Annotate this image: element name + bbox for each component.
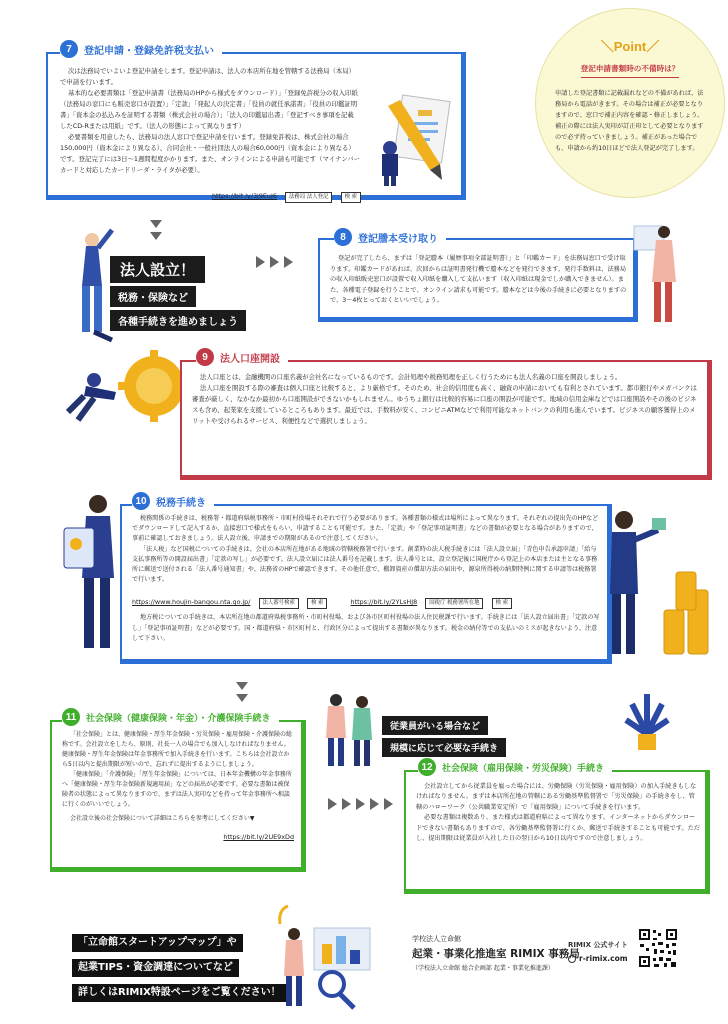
section-10-links — [132, 589, 602, 609]
section-7-url[interactable]: https://bit.ly/3j9EuJ6 — [212, 192, 277, 200]
org-note: （学校法人立命館 総合企画部 起業・事業化推進課） — [412, 965, 554, 972]
section-7-body — [60, 66, 360, 176]
arrow-right-icon — [284, 256, 293, 268]
section-7-heading — [60, 40, 222, 58]
section-9-heading — [196, 348, 288, 366]
section-10-url-2[interactable]: https://bit.ly/2YLsHJ8 — [350, 598, 418, 607]
section-9-body — [192, 372, 700, 427]
arrow-down-icon — [150, 232, 162, 240]
banner-headline: 法人設立！ — [110, 256, 205, 283]
footer-banner — [72, 930, 287, 1005]
arrow-right-icon — [370, 798, 379, 810]
potted-plant-illustration — [622, 684, 672, 754]
section-11-paragraph: 「健康保険」「介護保険」「厚生年金保険」については、日本年金機構の年金事務所へ「健康保険・厚生年金保険新規適用届」などの届出が必要です。必要な書類は被保険者の状態によって異なりますので、まずは法人実印などを持って年金事務所へ相談に行くのがいいでしょう。 — [62, 771, 292, 808]
section-11-paragraph: 会社設立後の社会保険について詳細はこちらを参考にしてください▼ — [70, 815, 255, 822]
setup-banner — [110, 256, 246, 331]
point-title: 登記申請書類時の不備時は？ — [581, 63, 680, 78]
section-9-paragraph: 法人口座とは、金融機関の口座名義が会社名になっているものです。会計処理や税務処理を正しく行うためにも法人名義の口座を開設しましょう。 — [200, 373, 622, 381]
search-button-tag: 検 索 — [341, 192, 362, 203]
section-10-body — [132, 514, 602, 644]
section-7-links — [212, 183, 361, 203]
arrow-right-icon — [256, 256, 265, 268]
section-9-title: 法人口座開設 — [220, 353, 280, 365]
section-11-url-row — [62, 824, 294, 843]
point-slash-right: ／ — [646, 39, 660, 54]
section-8-heading — [334, 228, 446, 246]
section-10-url-1[interactable]: https://www.houjin-bangou.nta.go.jp/ — [132, 598, 251, 607]
section-10-paragraph: 地方税についての手続きは、本店所在地の都道府県税事務所・市町村役場、および各市区町村役場の法人住民税課で行います。手続きには「法人設立届出書」「定款の写し」「登記事項証明書」などが必要です。国・都道府県・市区町村と、行政区分によって提出する書類が異なります。税金の納付等での支払いのミスが起きないよう、注意して下さい。 — [132, 614, 600, 642]
section-8-title: 登記謄本受け取り — [358, 233, 438, 245]
search-keyword-tag: 国税庁 税務署所在地 — [425, 598, 483, 609]
site-url[interactable]: r-rimix.com — [579, 954, 628, 963]
banner-line-3: 各種手続きを進めましょう — [110, 310, 246, 331]
section-10-paragraph: 税務関係の手続きは、税務署・都道府県税事務所・市町村役場それぞれで行う必要があります。各種書類の様式は場所によって異なります。それぞれの提出先のHPなどでダウンロードして記入するか、直接窓口で様式をもらい、申請することも可能です。また、「定款」や「登記事項証明書」などの書類が必要となる場合がありますので、事前に確認しておきましょう。法人設立後、申請までの期限があるので注意してください。 — [132, 515, 599, 543]
org-subtitle: 学校法人立命館 — [412, 935, 461, 943]
section-7-paragraph: 必要書類を用意したら、法務局の法人窓口で登記申請を行います。登録免許税は、株式会社の場合150,000円（資本金により異なる）、合同会社・一般社団法人の場合60,000円（資本金により異なる）です。登記完了には3日〜1週間程度かかります。また、オンラインによる申請も可能です（マイナンバーカードと対応したカードリーダ・ライタが必要）。 — [60, 133, 360, 174]
tablet-person-illustration — [62, 488, 132, 658]
footer-line: 詳しくはRIMIX特設ページをご覧ください！ — [72, 984, 287, 1002]
section-8-body: 登記が完了したら、まずは「登記謄本（履歴事項全部証明書）」と「印鑑カード」を法務局窓口で受け取ります。印鑑カードがあれば、次回からは証明書発行機で謄本などを発行できます。発行手数料は、法務局の収入印紙販売窓口が設置で収入印紙を購入して支払います（収入印紙は現金でしか購入できません）。また、各種電子登録を行うことで、オンライン請求も可能です。謄本などは今後の手続きに必要となりますので、3〜4枚とっておくといいでしょう。 — [330, 255, 627, 305]
section-8-number: 8 — [334, 228, 352, 246]
pencil-document-illustration — [368, 88, 462, 188]
arrow-down-icon — [236, 694, 248, 702]
search-keyword-tag: 法人番号検索 — [259, 598, 299, 609]
site-info — [568, 940, 628, 963]
section-12-paragraph: 必要な書類は複数あり、また様式は都道府県によって異なります。インターネットからダウンロードできない書類もありますので、各労働基準監督署に行くか、郵送で手続きすることも可能です。ただし、提出期限は従業員が入社した日の翌日から10日以内ですので注意しましょう。 — [416, 814, 701, 843]
section-10-paragraph: 「法人税」など国税についての手続きは、会社の本店所在地がある地域の管轄税務署で行います。創業時の法人税手続きには「法人設立届」「青色申告承認申請」「給与支払事務所等の開設届出書」「定款の写し」が必要です。法人設立届には法人番号を記載します。法人番号とは、設立登記後に国税庁から登記上の本店または主となる事務所に郵送で送付される「法人番号通知書」や、法務省のHPで確認できます。その他任意で、棚卸資産の償却方法の届出や、源泉所得税の納期特例に関する申請等は税務署で行います。 — [132, 545, 598, 584]
employee-note — [382, 714, 506, 757]
section-12-heading — [418, 758, 612, 776]
org-name: 起業・事業化推進室 RIMIX 事務局 — [412, 948, 580, 960]
arrow-right-icon — [384, 798, 393, 810]
point-content — [555, 36, 705, 154]
point-label-text: Point — [613, 39, 647, 54]
footer-line: 起業TIPS・資金調達についてなど — [72, 959, 239, 977]
section-10-title: 税務手続き — [156, 497, 206, 509]
search-analytics-illustration — [274, 904, 384, 1014]
section-12-number: 12 — [418, 758, 436, 776]
coin-gear-illustration — [64, 340, 194, 430]
section-11-heading — [62, 708, 279, 726]
businessman-coins-illustration — [600, 500, 720, 660]
handshake-people-illustration — [318, 690, 378, 770]
section-10-number: 10 — [132, 492, 150, 510]
search-button-tag: 検 索 — [307, 598, 328, 609]
site-label: RIMIX 公式サイト — [568, 941, 628, 949]
section-7-number: 7 — [60, 40, 78, 58]
section-9-number: 9 — [196, 348, 214, 366]
section-12-title: 社会保険（雇用保険・労災保険）手続き — [442, 763, 605, 774]
search-keyword-tag: 法務局 法人登記 — [285, 192, 332, 203]
arrow-right-icon — [328, 798, 337, 810]
point-body: 申請した登記書類に記載漏れなどの不備があれば、法務局から電話がきます。その場合は補正が必要となりますので、窓口で補正内容を確認・修正しましょう。補正の際には法人実印が訂正印として必要となりますので必ず持っていきましょう。補正があった場合でも、申請から約10日ほどで法人登記が完了します。 — [555, 90, 704, 152]
section-11-title: 社会保険（健康保険・年金）・介護保険手続き — [86, 713, 271, 724]
point-slash-left: ＼ — [600, 39, 614, 54]
point-label — [555, 36, 705, 55]
organization-info — [412, 934, 580, 972]
footer-line: 「立命館スタートアップマップ」や — [72, 934, 243, 952]
section-11-url[interactable]: https://bit.ly/2UE9xDd — [223, 833, 294, 841]
qr-code-icon[interactable] — [638, 928, 678, 968]
arrow-right-icon — [342, 798, 351, 810]
banner-line-2: 税務・保険など — [110, 286, 196, 307]
arrow-down-icon — [150, 220, 162, 228]
document-receiving-illustration — [630, 218, 690, 328]
section-9-paragraph: 法人口座を開設する際の審査は個人口座と比較すると、より厳格です。そのため、社会的信用度も高く、融資の申請においても有利とされています。都市銀行やメガバンクは審査が厳しく、なかなか最初から口座開設ができないかもしれません。ゆうちょ銀行は比較的容易に口座の開設が可能です。地域の信用金庫などでは口座開設やその後のビジネスも含め、起業家を支援しているところもあります。最近では、手数料が安く、コンビニATMなどで利用可能なネットバンクの利用も進んでいます。ビジネスの顧客獲得上のメリットや受けられるサービス、利便性などで選択しましょう。 — [192, 384, 697, 425]
section-10-heading — [132, 492, 214, 510]
globe-icon — [568, 955, 576, 963]
site-link-row — [568, 954, 628, 963]
arrow-right-icon — [270, 256, 279, 268]
arrow-right-icon — [356, 798, 365, 810]
section-11-body — [62, 730, 294, 843]
section-7-title: 登記申請・登録免許税支払い — [84, 45, 214, 57]
search-button-tag: 検 索 — [492, 598, 513, 609]
section-12-paragraph: 会社設立してから従業員を雇った場合には、労働保険（労災保険・雇用保険）の加入手続きもしなければなりません。まずは本店所在地の管轄にある労働基準監督署で「労災保険」の手続きをし、管轄のハローワーク（公共職業安定所）で「雇用保険」について手続きを行います。 — [416, 783, 697, 811]
section-11-number: 11 — [62, 708, 80, 726]
section-7-paragraph: 基本的な必要書類は「登記申請書（法務局のHPから様式をダウンロード）」「登録免許税分の収入印紙（法務局の窓口にも販売窓口が設置）」「定款」「発起人の決定書」「役員の就任承諾書」「役員の印鑑証明書」「資本金の払込みを証明する書類（株式会社の場合）」「法人の印鑑届出書」「登記すべき事項を記載したCD-Rまたは用紙」です。（法人の形態によって異なります） — [60, 89, 358, 130]
employee-note-line-2: 規模に応じて必要な手続き — [382, 738, 506, 757]
section-11-paragraph: 「社会保険」とは、健康保険・厚生年金保険・労災保険・雇用保険・介護保険の総称です。会社設立をしたら、原則、社長一人の場合でも加入しなければなりません。健康保険・厚生年金保険は年金事務所で加入手続きを行います。こちらは会社設立から5日以内と提出期限が短いので、忘れずに提出するようにしましょう。 — [62, 731, 293, 768]
section-7-paragraph: 次は法務局でいよいよ登記申請をします。登記申請は、法人の本店所在地を管轄する法務局（本局）で申請を行います。 — [60, 67, 356, 86]
employee-note-line-1: 従業員がいる場合など — [382, 716, 488, 735]
section-12-body — [416, 782, 700, 844]
arrow-down-icon — [236, 682, 248, 690]
